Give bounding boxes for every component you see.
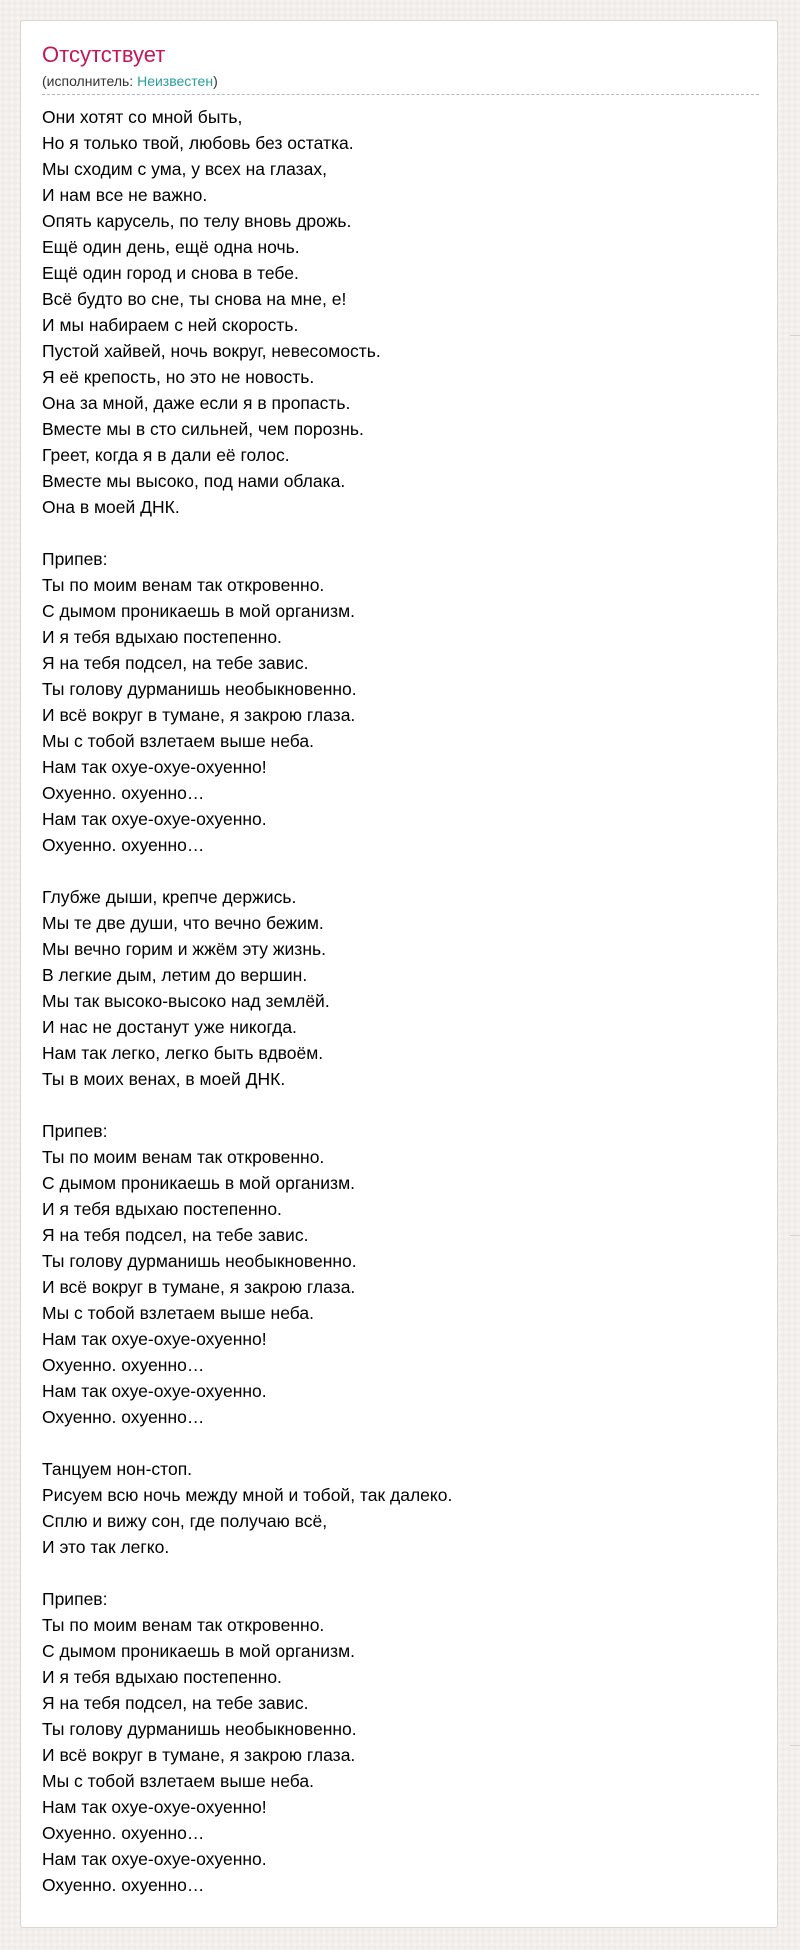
edge-divider: [790, 1235, 800, 1236]
lyrics-line: Рисуем всю ночь между мной и тобой, так далеко.: [42, 1485, 453, 1505]
lyrics-line: Опять карусель, по телу вновь дрожь.: [42, 211, 352, 231]
lyrics-line: Нам так охуе-охуе-охуенно.: [42, 809, 267, 829]
lyrics-line: Танцуем нон-стоп.: [42, 1459, 193, 1479]
lyrics-line: Пустой хайвей, ночь вокруг, невесомость.: [42, 341, 381, 361]
lyrics-line: Ты голову дурманишь необыкновенно.: [42, 1719, 357, 1739]
lyrics-line: Вместе мы в сто сильней, чем порознь.: [42, 419, 364, 439]
lyrics-line: Мы с тобой взлетаем выше неба.: [42, 1303, 314, 1323]
lyrics-line: Мы так высоко-высоко над землёй.: [42, 991, 330, 1011]
lyrics-line: Нам так охуе-охуе-охуенно.: [42, 1381, 267, 1401]
lyrics-line: Всё будто во сне, ты снова на мне, е!: [42, 289, 347, 309]
lyrics-line: Нам так охуе-охуе-охуенно!: [42, 757, 267, 777]
lyrics-line: Охуенно. охуенно…: [42, 835, 205, 855]
lyrics-line: С дымом проникаешь в мой организм.: [42, 601, 355, 621]
lyrics-line: Они хотят со мной быть,: [42, 107, 243, 127]
lyrics-line: Глубже дыши, крепче держись.: [42, 887, 297, 907]
lyrics-line: Охуенно. охуенно…: [42, 783, 205, 803]
lyrics-line: Ты в моих венах, в моей ДНК.: [42, 1069, 286, 1089]
lyrics-line: И я тебя вдыхаю постепенно.: [42, 1667, 282, 1687]
lyrics-line: И всё вокруг в тумане, я закрою глаза.: [42, 705, 356, 725]
lyrics-line: Я на тебя подсел, на тебе завис.: [42, 1693, 309, 1713]
lyrics-stanza: [42, 104, 756, 520]
lyrics-line: И всё вокруг в тумане, я закрою глаза.: [42, 1745, 356, 1765]
lyrics-line: И всё вокруг в тумане, я закрою глаза.: [42, 1277, 356, 1297]
lyrics-line: И я тебя вдыхаю постепенно.: [42, 1199, 282, 1219]
lyrics-line: Охуенно. охуенно…: [42, 1407, 205, 1427]
lyrics-line: Мы те две души, что вечно бежим.: [42, 913, 324, 933]
lyrics-line: Нам так охуе-охуе-охуенно!: [42, 1329, 267, 1349]
lyrics-line: Я на тебя подсел, на тебе завис.: [42, 1225, 309, 1245]
lyrics-line: Мы сходим с ума, у всех на глазах,: [42, 159, 327, 179]
lyrics-line: Нам так охуе-охуе-охуенно!: [42, 1797, 267, 1817]
edge-divider: [790, 1745, 800, 1746]
lyrics-line: Она в моей ДНК.: [42, 497, 180, 517]
lyrics-line: Ты по моим венам так откровенно.: [42, 1147, 325, 1167]
lyrics-line: Охуенно. охуенно…: [42, 1355, 205, 1375]
lyrics-line: Ты по моим венам так откровенно.: [42, 1615, 325, 1635]
lyrics-stanza: [42, 884, 756, 1092]
lyrics-line: Припев:: [42, 549, 108, 569]
lyrics-line: Мы с тобой взлетаем выше неба.: [42, 1771, 314, 1791]
lyrics-body: [42, 104, 756, 1898]
lyrics-line: С дымом проникаешь в мой организм.: [42, 1173, 355, 1193]
lyrics-stanza: [42, 546, 756, 858]
lyrics-line: Припев:: [42, 1589, 108, 1609]
artist-line: [42, 72, 759, 95]
artist-suffix: ): [213, 73, 218, 89]
lyrics-card: [20, 20, 778, 1928]
lyrics-line: Мы вечно горим и жжём эту жизнь.: [42, 939, 326, 959]
lyrics-line: В легкие дым, летим до вершин.: [42, 965, 308, 985]
lyrics-line: И я тебя вдыхаю постепенно.: [42, 627, 282, 647]
lyrics-line: Припев:: [42, 1121, 108, 1141]
lyrics-stanza: [42, 1456, 756, 1560]
lyrics-line: И мы набираем с ней скорость.: [42, 315, 299, 335]
lyrics-line: Охуенно. охуенно…: [42, 1823, 205, 1843]
song-title: Отсутствует: [42, 42, 166, 67]
lyrics-line: Но я только твой, любовь без остатка.: [42, 133, 354, 153]
lyrics-line: Сплю и вижу сон, где получаю всё,: [42, 1511, 328, 1531]
lyrics-line: Ещё один день, ещё одна ночь.: [42, 237, 300, 257]
lyrics-line: Ты по моим венам так откровенно.: [42, 575, 325, 595]
lyrics-line: Ты голову дурманишь необыкновенно.: [42, 679, 357, 699]
lyrics-stanza: [42, 1586, 756, 1898]
lyrics-line: Она за мной, даже если я в пропасть.: [42, 393, 351, 413]
artist-link[interactable]: Неизвестен: [137, 73, 214, 89]
edge-divider: [790, 335, 800, 336]
lyrics-line: Ещё один город и снова в тебе.: [42, 263, 299, 283]
lyrics-line: И нас не достанут уже никогда.: [42, 1017, 297, 1037]
lyrics-line: Нам так охуе-охуе-охуенно.: [42, 1849, 267, 1869]
lyrics-line: И это так легко.: [42, 1537, 170, 1557]
lyrics-line: Ты голову дурманишь необыкновенно.: [42, 1251, 357, 1271]
lyrics-line: Я её крепость, но это не новость.: [42, 367, 315, 387]
lyrics-line: И нам все не важно.: [42, 185, 208, 205]
lyrics-line: Вместе мы высоко, под нами облака.: [42, 471, 346, 491]
artist-prefix: (исполнитель:: [42, 73, 138, 89]
lyrics-line: С дымом проникаешь в мой организм.: [42, 1641, 355, 1661]
lyrics-line: Я на тебя подсел, на тебе завис.: [42, 653, 309, 673]
lyrics-line: Греет, когда я в дали её голос.: [42, 445, 290, 465]
lyrics-stanza: [42, 1118, 756, 1430]
lyrics-line: Мы с тобой взлетаем выше неба.: [42, 731, 314, 751]
lyrics-line: Охуенно. охуенно…: [42, 1875, 205, 1895]
lyrics-line: Нам так легко, легко быть вдвоём.: [42, 1043, 324, 1063]
